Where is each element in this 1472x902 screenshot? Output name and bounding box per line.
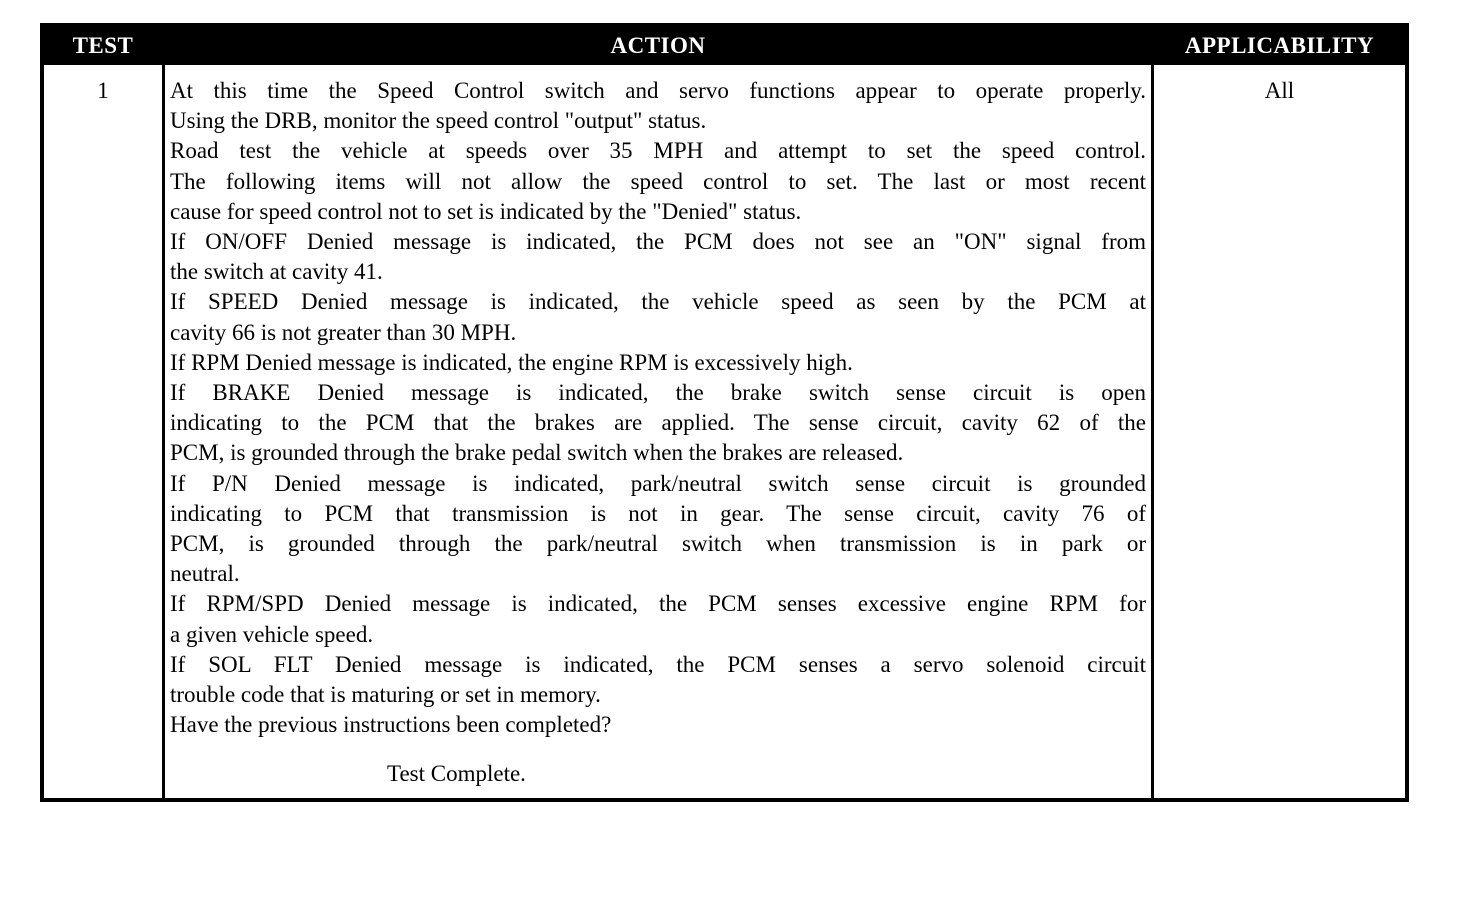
action-question: Have the previous instructions been completed? — [170, 712, 612, 738]
action-line: If ON/OFF Denied message is indicated, the PCM does not see an "ON" signal from — [170, 229, 1146, 255]
action-line: the switch at cavity 41. — [170, 259, 383, 285]
action-line: Using the DRB, monitor the speed control "output" status. — [170, 108, 707, 134]
diagnostic-test-table — [40, 23, 1409, 802]
action-line: The following items will not allow the speed control to set. The last or most recent — [170, 168, 1146, 194]
header-applicability: APPLICABILITY — [1184, 33, 1375, 58]
action-line: a given vehicle speed. — [170, 621, 374, 647]
action-line: indicating to PCM that transmission is not in gear. The sense circuit, cavity 76 of — [170, 500, 1146, 526]
header-test: TEST — [72, 33, 134, 58]
action-line: cause for speed control not to set is indicated by the "Denied" status. — [170, 198, 802, 224]
column-divider — [162, 65, 165, 802]
action-line: If SOL FLT Denied message is indicated, the PCM senses a servo solenoid circuit — [170, 651, 1146, 677]
table-header-row — [44, 27, 1405, 65]
test-result: Test Complete. — [387, 761, 526, 787]
action-line: If SPEED Denied message is indicated, the vehicle speed as seen by the PCM at — [170, 289, 1146, 315]
action-line: If RPM/SPD Denied message is indicated, the PCM senses excessive engine RPM for — [170, 591, 1146, 617]
action-line: If RPM Denied message is indicated, the engine RPM is excessively high. — [170, 349, 853, 375]
test-number-cell: 1 — [97, 78, 109, 103]
action-line: indicating to the PCM that the brakes are applied. The sense circuit, cavity 62 of the — [170, 410, 1146, 436]
action-line: If BRAKE Denied message is indicated, the brake switch sense circuit is open — [170, 380, 1146, 406]
header-action: ACTION — [610, 33, 706, 58]
action-line: trouble code that is maturing or set in memory. — [170, 682, 601, 708]
action-line: cavity 66 is not greater than 30 MPH. — [170, 319, 517, 345]
column-divider — [1151, 65, 1154, 802]
action-line: PCM, is grounded through the park/neutral switch when transmission is in park or — [170, 531, 1146, 557]
action-line: If P/N Denied message is indicated, park/neutral switch sense circuit is grounded — [170, 470, 1146, 496]
action-line: Road test the vehicle at speeds over 35 MPH and attempt to set the speed control. — [170, 138, 1146, 164]
action-line: PCM, is grounded through the brake pedal switch when the brakes are released. — [170, 440, 904, 466]
applicability-cell: All — [1264, 78, 1295, 103]
action-cell — [170, 65, 1146, 790]
action-line: neutral. — [170, 561, 240, 587]
action-line: At this time the Speed Control switch and servo functions appear to operate properly. — [170, 78, 1146, 103]
